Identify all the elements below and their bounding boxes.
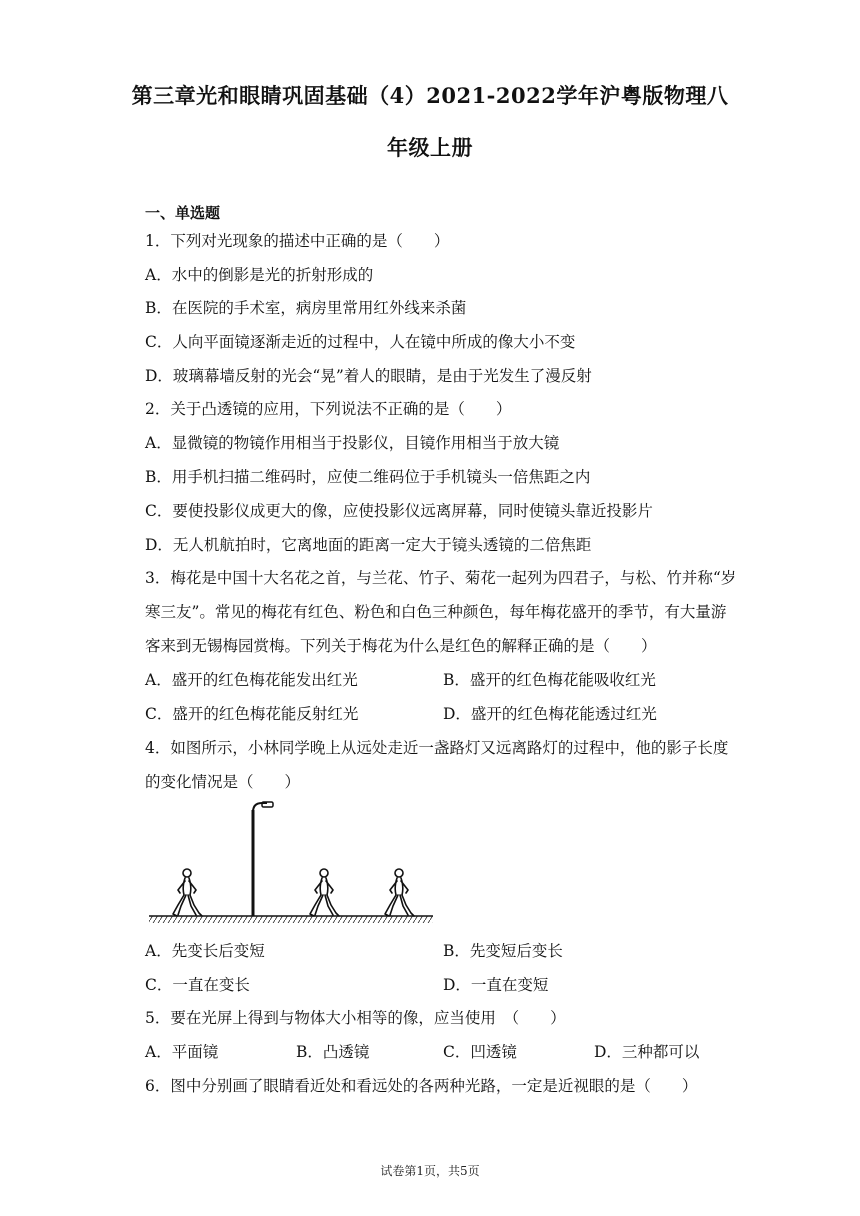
- question-1-option-a: A．水中的倒影是光的折射形成的: [145, 266, 374, 284]
- question-5-stem: 5．要在光屏上得到与物体大小相等的像，应当使用 （ ）: [145, 1009, 566, 1027]
- question-5-option-c: C．凹透镜: [443, 1043, 517, 1061]
- question-3-option-b: B．盛开的红色梅花能吸收红光: [443, 671, 656, 689]
- question-5-option-d: D．三种都可以: [594, 1043, 700, 1061]
- question-3-stem-line-1: 3．梅花是中国十大名花之首，与兰花、竹子、菊花一起列为四君子，与松、竹并称“岁: [145, 569, 737, 587]
- question-4-stem-line-2: 的变化情况是（ ）: [145, 773, 301, 791]
- question-4-option-b: B．先变短后变长: [443, 942, 563, 960]
- walking-person-icon: [173, 869, 202, 916]
- question-3-option-d: D．盛开的红色梅花能透过红光: [443, 705, 657, 723]
- question-4-option-d: D．一直在变短: [443, 976, 549, 994]
- walking-person-icon: [310, 869, 339, 916]
- question-2-option-b: B．用手机扫描二维码时，应使二维码位于手机镜头一倍焦距之内: [145, 468, 591, 486]
- question-2-option-c: C．要使投影仪成更大的像，应使投影仪远离屏幕，同时使镜头靠近投影片: [145, 502, 653, 520]
- question-4-stem-line-1: 4．如图所示，小林同学晚上从远处走近一盏路灯又远离路灯的过程中，他的影子长度: [145, 739, 729, 757]
- question-2-stem: 2．关于凸透镜的应用，下列说法不正确的是（ ）: [145, 400, 512, 418]
- question-4-option-c: C．一直在变长: [145, 976, 250, 994]
- walking-person-icon: [385, 869, 414, 916]
- question-1-option-c: C．人向平面镜逐渐走近的过程中，人在镜中所成的像大小不变: [145, 333, 576, 351]
- question-3-stem-line-3: 客来到无锡梅园赏梅。下列关于梅花为什么是红色的解释正确的是（ ）: [145, 637, 657, 655]
- question-2-option-d: D．无人机航拍时，它离地面的距离一定大于镜头透镜的二倍焦距: [145, 536, 592, 554]
- document-title: 第三章光和眼睛巩固基础（4）2021-2022学年沪粤版物理八年级上册: [131, 83, 729, 160]
- question-1-option-b: B．在医院的手术室，病房里常用红外线来杀菌: [145, 299, 467, 317]
- question-5-option-b: B．凸透镜: [296, 1043, 370, 1061]
- section-heading: 一、单选题: [145, 204, 221, 222]
- ground-line: [149, 916, 433, 923]
- page-footer: 试卷第1页，共5页: [380, 1164, 480, 1178]
- question-2-option-a: A．显微镜的物镜作用相当于投影仪，目镜作用相当于放大镜: [145, 434, 560, 452]
- question-1-option-d: D．玻璃幕墙反射的光会“晃”着人的眼睛，是由于光发生了漫反射: [145, 367, 592, 385]
- question-1-stem: 1．下列对光现象的描述中正确的是（ ）: [145, 232, 450, 250]
- streetlamp-walker-figure: [145, 800, 437, 925]
- question-3-option-a: A．盛开的红色梅花能发出红光: [145, 671, 358, 689]
- question-4-option-a: A．先变长后变短: [145, 942, 265, 960]
- question-5-option-a: A．平面镜: [145, 1043, 219, 1061]
- question-6-stem: 6．图中分别画了眼睛看近处和看远处的各两种光路，一定是近视眼的是（ ）: [145, 1077, 698, 1095]
- question-3-option-c: C．盛开的红色梅花能反射红光: [145, 705, 359, 723]
- street-lamp-icon: [253, 802, 273, 916]
- question-3-stem-line-2: 寒三友”。常见的梅花有红色、粉色和白色三种颜色，每年梅花盛开的季节，有大量游: [145, 603, 727, 621]
